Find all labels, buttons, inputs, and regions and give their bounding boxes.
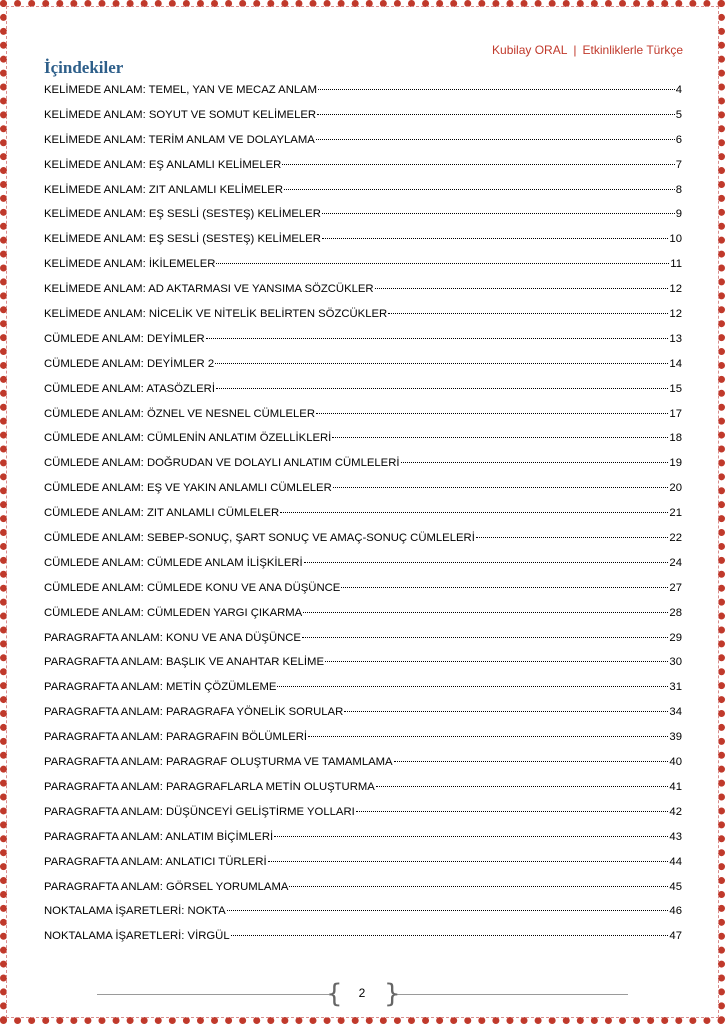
toc-entry-page: 44 bbox=[669, 855, 682, 868]
toc-entry-page: 4 bbox=[675, 84, 682, 96]
toc-dot-leader bbox=[308, 736, 668, 737]
toc-dot-leader bbox=[268, 861, 669, 862]
toc-dot-leader bbox=[216, 388, 668, 389]
toc-entry-label: KELİMEDE ANLAM: AD AKTARMASI VE YANSIMA SÖZCÜKLER bbox=[44, 283, 374, 296]
toc-entry-page: 39 bbox=[669, 731, 682, 744]
toc-entry-label: PARAGRAFTA ANLAM: METİN ÇÖZÜMLEME bbox=[44, 681, 277, 694]
toc-entry-label: CÜMLEDE ANLAM: SEBEP-SONUÇ, ŞART SONUÇ VE AMAÇ-SONUÇ CÜMLELERİ bbox=[44, 532, 475, 545]
footer-rule-left bbox=[97, 994, 329, 995]
toc-entry-page: 13 bbox=[669, 332, 682, 345]
toc-entry-label: CÜMLEDE ANLAM: CÜMLENİN ANLATIM ÖZELLİKLERİ bbox=[44, 432, 332, 445]
toc-entry-page: 42 bbox=[669, 805, 682, 818]
toc-entry[interactable] bbox=[44, 426, 682, 451]
toc-entry-label: CÜMLEDE ANLAM: DEYİMLER bbox=[44, 332, 205, 345]
toc-entry-label: KELİMEDE ANLAM: EŞ ANLAMLI KELİMELER bbox=[44, 158, 282, 171]
toc-entry-page: 34 bbox=[669, 706, 682, 719]
toc-entry-page: 14 bbox=[669, 357, 682, 370]
toc-entry-label: CÜMLEDE ANLAM: CÜMLEDE KONU VE ANA DÜŞÜNCE bbox=[44, 581, 341, 594]
toc-entry[interactable] bbox=[44, 750, 682, 775]
toc-entry-label: CÜMLEDE ANLAM: DOĞRUDAN VE DOLAYLI ANLATIM CÜMLELERİ bbox=[44, 457, 400, 470]
toc-entry-label: KELİMEDE ANLAM: EŞ SESLİ (SESTEŞ) KELİMELER bbox=[44, 208, 321, 221]
toc-entry-page: 22 bbox=[669, 532, 682, 545]
toc-entry[interactable] bbox=[44, 103, 682, 128]
toc-dot-leader bbox=[231, 935, 669, 936]
toc-entry[interactable] bbox=[44, 252, 682, 277]
footer-bracket-left: { bbox=[326, 979, 343, 1009]
toc-list bbox=[44, 78, 682, 949]
page-number: 2 bbox=[358, 986, 366, 1000]
toc-entry-page: 43 bbox=[669, 830, 682, 843]
toc-entry-label: KELİMEDE ANLAM: TEMEL, YAN VE MECAZ ANLAM bbox=[44, 84, 318, 96]
toc-dot-leader bbox=[289, 886, 668, 887]
toc-entry[interactable] bbox=[44, 153, 682, 178]
toc-entry[interactable] bbox=[44, 700, 682, 725]
toc-entry[interactable] bbox=[44, 825, 682, 850]
toc-entry[interactable] bbox=[44, 178, 682, 203]
toc-dot-leader bbox=[318, 89, 675, 90]
toc-entry-page: 31 bbox=[669, 681, 682, 694]
toc-entry-label: PARAGRAFTA ANLAM: ANLATICI TÜRLERİ bbox=[44, 855, 267, 868]
toc-entry-page: 6 bbox=[675, 133, 682, 146]
toc-entry-label: NOKTALAMA İŞARETLERİ: VİRGÜL bbox=[44, 930, 230, 943]
toc-dot-leader bbox=[322, 238, 669, 239]
toc-dot-leader bbox=[316, 139, 675, 140]
toc-entry-page: 40 bbox=[669, 756, 682, 769]
toc-entry-label: KELİMEDE ANLAM: ZIT ANLAMLI KELİMELER bbox=[44, 183, 283, 196]
toc-entry[interactable] bbox=[44, 576, 682, 601]
toc-entry[interactable] bbox=[44, 675, 682, 700]
toc-entry-page: 5 bbox=[675, 108, 682, 121]
toc-entry-label: KELİMEDE ANLAM: NİCELİK VE NİTELİK BELİRTEN SÖZCÜKLER bbox=[44, 308, 388, 321]
toc-entry-label: CÜMLEDE ANLAM: DEYİMLER 2 bbox=[44, 357, 215, 370]
toc-entry-page: 8 bbox=[675, 183, 682, 196]
toc-dot-leader bbox=[322, 213, 675, 214]
toc-dot-leader bbox=[304, 562, 669, 563]
toc-dot-leader bbox=[216, 263, 669, 264]
toc-entry[interactable] bbox=[44, 526, 682, 551]
toc-entry[interactable] bbox=[44, 725, 682, 750]
footer-bracket-right: } bbox=[384, 979, 401, 1009]
toc-dot-leader bbox=[303, 612, 668, 613]
footer-rule-right bbox=[396, 994, 628, 995]
toc-entry[interactable] bbox=[44, 899, 682, 924]
toc-dot-leader bbox=[394, 761, 669, 762]
toc-entry[interactable] bbox=[44, 800, 682, 825]
toc-dot-leader bbox=[333, 487, 669, 488]
toc-entry[interactable] bbox=[44, 601, 682, 626]
toc-dot-leader bbox=[206, 338, 669, 339]
toc-dot-leader bbox=[388, 313, 668, 314]
toc-entry[interactable] bbox=[44, 875, 682, 900]
toc-entry-label: PARAGRAFTA ANLAM: PARAGRAFA YÖNELİK SORULAR bbox=[44, 706, 344, 719]
toc-entry-label: KELİMEDE ANLAM: SOYUT VE SOMUT KELİMELER bbox=[44, 108, 317, 121]
toc-dot-leader bbox=[274, 836, 668, 837]
toc-dot-leader bbox=[284, 189, 675, 190]
toc-entry-page: 24 bbox=[669, 556, 682, 569]
toc-entry-page: 29 bbox=[669, 631, 682, 644]
toc-entry-label: PARAGRAFTA ANLAM: GÖRSEL YORUMLAMA bbox=[44, 880, 289, 893]
toc-entry-label: CÜMLEDE ANLAM: ATASÖZLERİ bbox=[44, 382, 215, 395]
toc-dot-leader bbox=[280, 512, 668, 513]
toc-entry-page: 9 bbox=[675, 208, 682, 221]
toc-entry-page: 7 bbox=[675, 158, 682, 171]
toc-entry-page: 45 bbox=[669, 880, 682, 893]
header-separator: | bbox=[573, 43, 577, 57]
toc-dot-leader bbox=[302, 637, 668, 638]
header-book-title: Etkinliklerle Türkçe bbox=[582, 43, 683, 57]
toc-entry-page: 12 bbox=[669, 308, 682, 321]
toc-entry[interactable] bbox=[44, 227, 682, 252]
toc-entry[interactable] bbox=[44, 924, 682, 949]
toc-entry-label: PARAGRAFTA ANLAM: BAŞLIK VE ANAHTAR KELİME bbox=[44, 656, 324, 669]
toc-entry-page: 28 bbox=[669, 606, 682, 619]
toc-entry-page: 20 bbox=[669, 482, 682, 495]
toc-entry-label: CÜMLEDE ANLAM: CÜMLEDE ANLAM İLİŞKİLERİ bbox=[44, 556, 303, 569]
header-author: Kubilay ORAL bbox=[492, 43, 568, 57]
toc-entry[interactable] bbox=[44, 626, 682, 651]
toc-dot-leader bbox=[476, 537, 669, 538]
toc-entry-page: 10 bbox=[669, 233, 682, 246]
toc-entry-page: 17 bbox=[669, 407, 682, 420]
toc-entry[interactable] bbox=[44, 327, 682, 352]
toc-dot-leader bbox=[215, 363, 668, 364]
toc-dot-leader bbox=[227, 910, 669, 911]
toc-dot-leader bbox=[344, 711, 668, 712]
toc-entry-label: PARAGRAFTA ANLAM: DÜŞÜNCEYİ GELİŞTİRME YOLLARI bbox=[44, 805, 355, 818]
toc-entry-page: 15 bbox=[669, 382, 682, 395]
toc-entry-page: 19 bbox=[669, 457, 682, 470]
toc-dot-leader bbox=[375, 288, 669, 289]
toc-entry-page: 41 bbox=[669, 780, 682, 793]
toc-entry-label: CÜMLEDE ANLAM: ZIT ANLAMLI CÜMLELER bbox=[44, 507, 280, 520]
toc-entry-label: NOKTALAMA İŞARETLERİ: NOKTA bbox=[44, 905, 226, 918]
toc-entry-page: 27 bbox=[669, 581, 682, 594]
toc-dot-leader bbox=[325, 661, 668, 662]
toc-entry-label: PARAGRAFTA ANLAM: PARAGRAF OLUŞTURMA VE TAMAMLAMA bbox=[44, 756, 393, 769]
toc-entry[interactable] bbox=[44, 128, 682, 153]
toc-entry-label: PARAGRAFTA ANLAM: KONU VE ANA DÜŞÜNCE bbox=[44, 631, 301, 644]
toc-entry[interactable] bbox=[44, 650, 682, 675]
toc-dot-leader bbox=[341, 587, 668, 588]
toc-dot-leader bbox=[356, 811, 669, 812]
toc-entry-label: PARAGRAFTA ANLAM: ANLATIM BİÇİMLERİ bbox=[44, 830, 274, 843]
toc-entry[interactable] bbox=[44, 501, 682, 526]
toc-dot-leader bbox=[332, 437, 668, 438]
toc-entry[interactable] bbox=[44, 202, 682, 227]
toc-entry-label: KELİMEDE ANLAM: EŞ SESLİ (SESTEŞ) KELİMELER bbox=[44, 233, 321, 246]
toc-entry[interactable] bbox=[44, 402, 682, 427]
toc-entry[interactable] bbox=[44, 476, 682, 501]
toc-entry-label: KELİMEDE ANLAM: İKİLEMELER bbox=[44, 258, 216, 271]
toc-entry[interactable] bbox=[44, 775, 682, 800]
toc-entry-page: 18 bbox=[669, 432, 682, 445]
toc-entry-label: CÜMLEDE ANLAM: EŞ VE YAKIN ANLAMLI CÜMLELER bbox=[44, 482, 332, 495]
toc-entry-page: 46 bbox=[669, 905, 682, 918]
toc-dot-leader bbox=[376, 786, 669, 787]
toc-dot-leader bbox=[316, 413, 668, 414]
running-header bbox=[492, 43, 683, 57]
toc-entry[interactable] bbox=[44, 277, 682, 302]
toc-entry-label: CÜMLEDE ANLAM: CÜMLEDEN YARGI ÇIKARMA bbox=[44, 606, 303, 619]
toc-entry[interactable] bbox=[44, 451, 682, 476]
toc-entry[interactable] bbox=[44, 377, 682, 402]
toc-entry-label: PARAGRAFTA ANLAM: PARAGRAFLARLA METİN OLUŞTURMA bbox=[44, 780, 375, 793]
toc-entry-page: 21 bbox=[669, 507, 682, 520]
toc-dot-leader bbox=[282, 164, 674, 165]
toc-entry-label: PARAGRAFTA ANLAM: PARAGRAFIN BÖLÜMLERİ bbox=[44, 731, 308, 744]
toc-title: İçindekiler bbox=[44, 58, 124, 77]
toc-entry-label: CÜMLEDE ANLAM: ÖZNEL VE NESNEL CÜMLELER bbox=[44, 407, 315, 420]
toc-entry-label: KELİMEDE ANLAM: TERİM ANLAM VE DOLAYLAMA bbox=[44, 133, 315, 146]
toc-entry[interactable] bbox=[44, 352, 682, 377]
toc-entry[interactable] bbox=[44, 78, 682, 103]
toc-entry[interactable] bbox=[44, 850, 682, 875]
toc-dot-leader bbox=[317, 114, 675, 115]
toc-entry[interactable] bbox=[44, 302, 682, 327]
toc-entry[interactable] bbox=[44, 551, 682, 576]
toc-entry-page: 47 bbox=[669, 930, 682, 943]
toc-entry-page: 12 bbox=[669, 283, 682, 296]
toc-dot-leader bbox=[277, 686, 668, 687]
page-footer bbox=[97, 980, 628, 1010]
toc-entry-page: 11 bbox=[670, 258, 682, 271]
toc-entry-page: 30 bbox=[669, 656, 682, 669]
toc-dot-leader bbox=[401, 462, 669, 463]
